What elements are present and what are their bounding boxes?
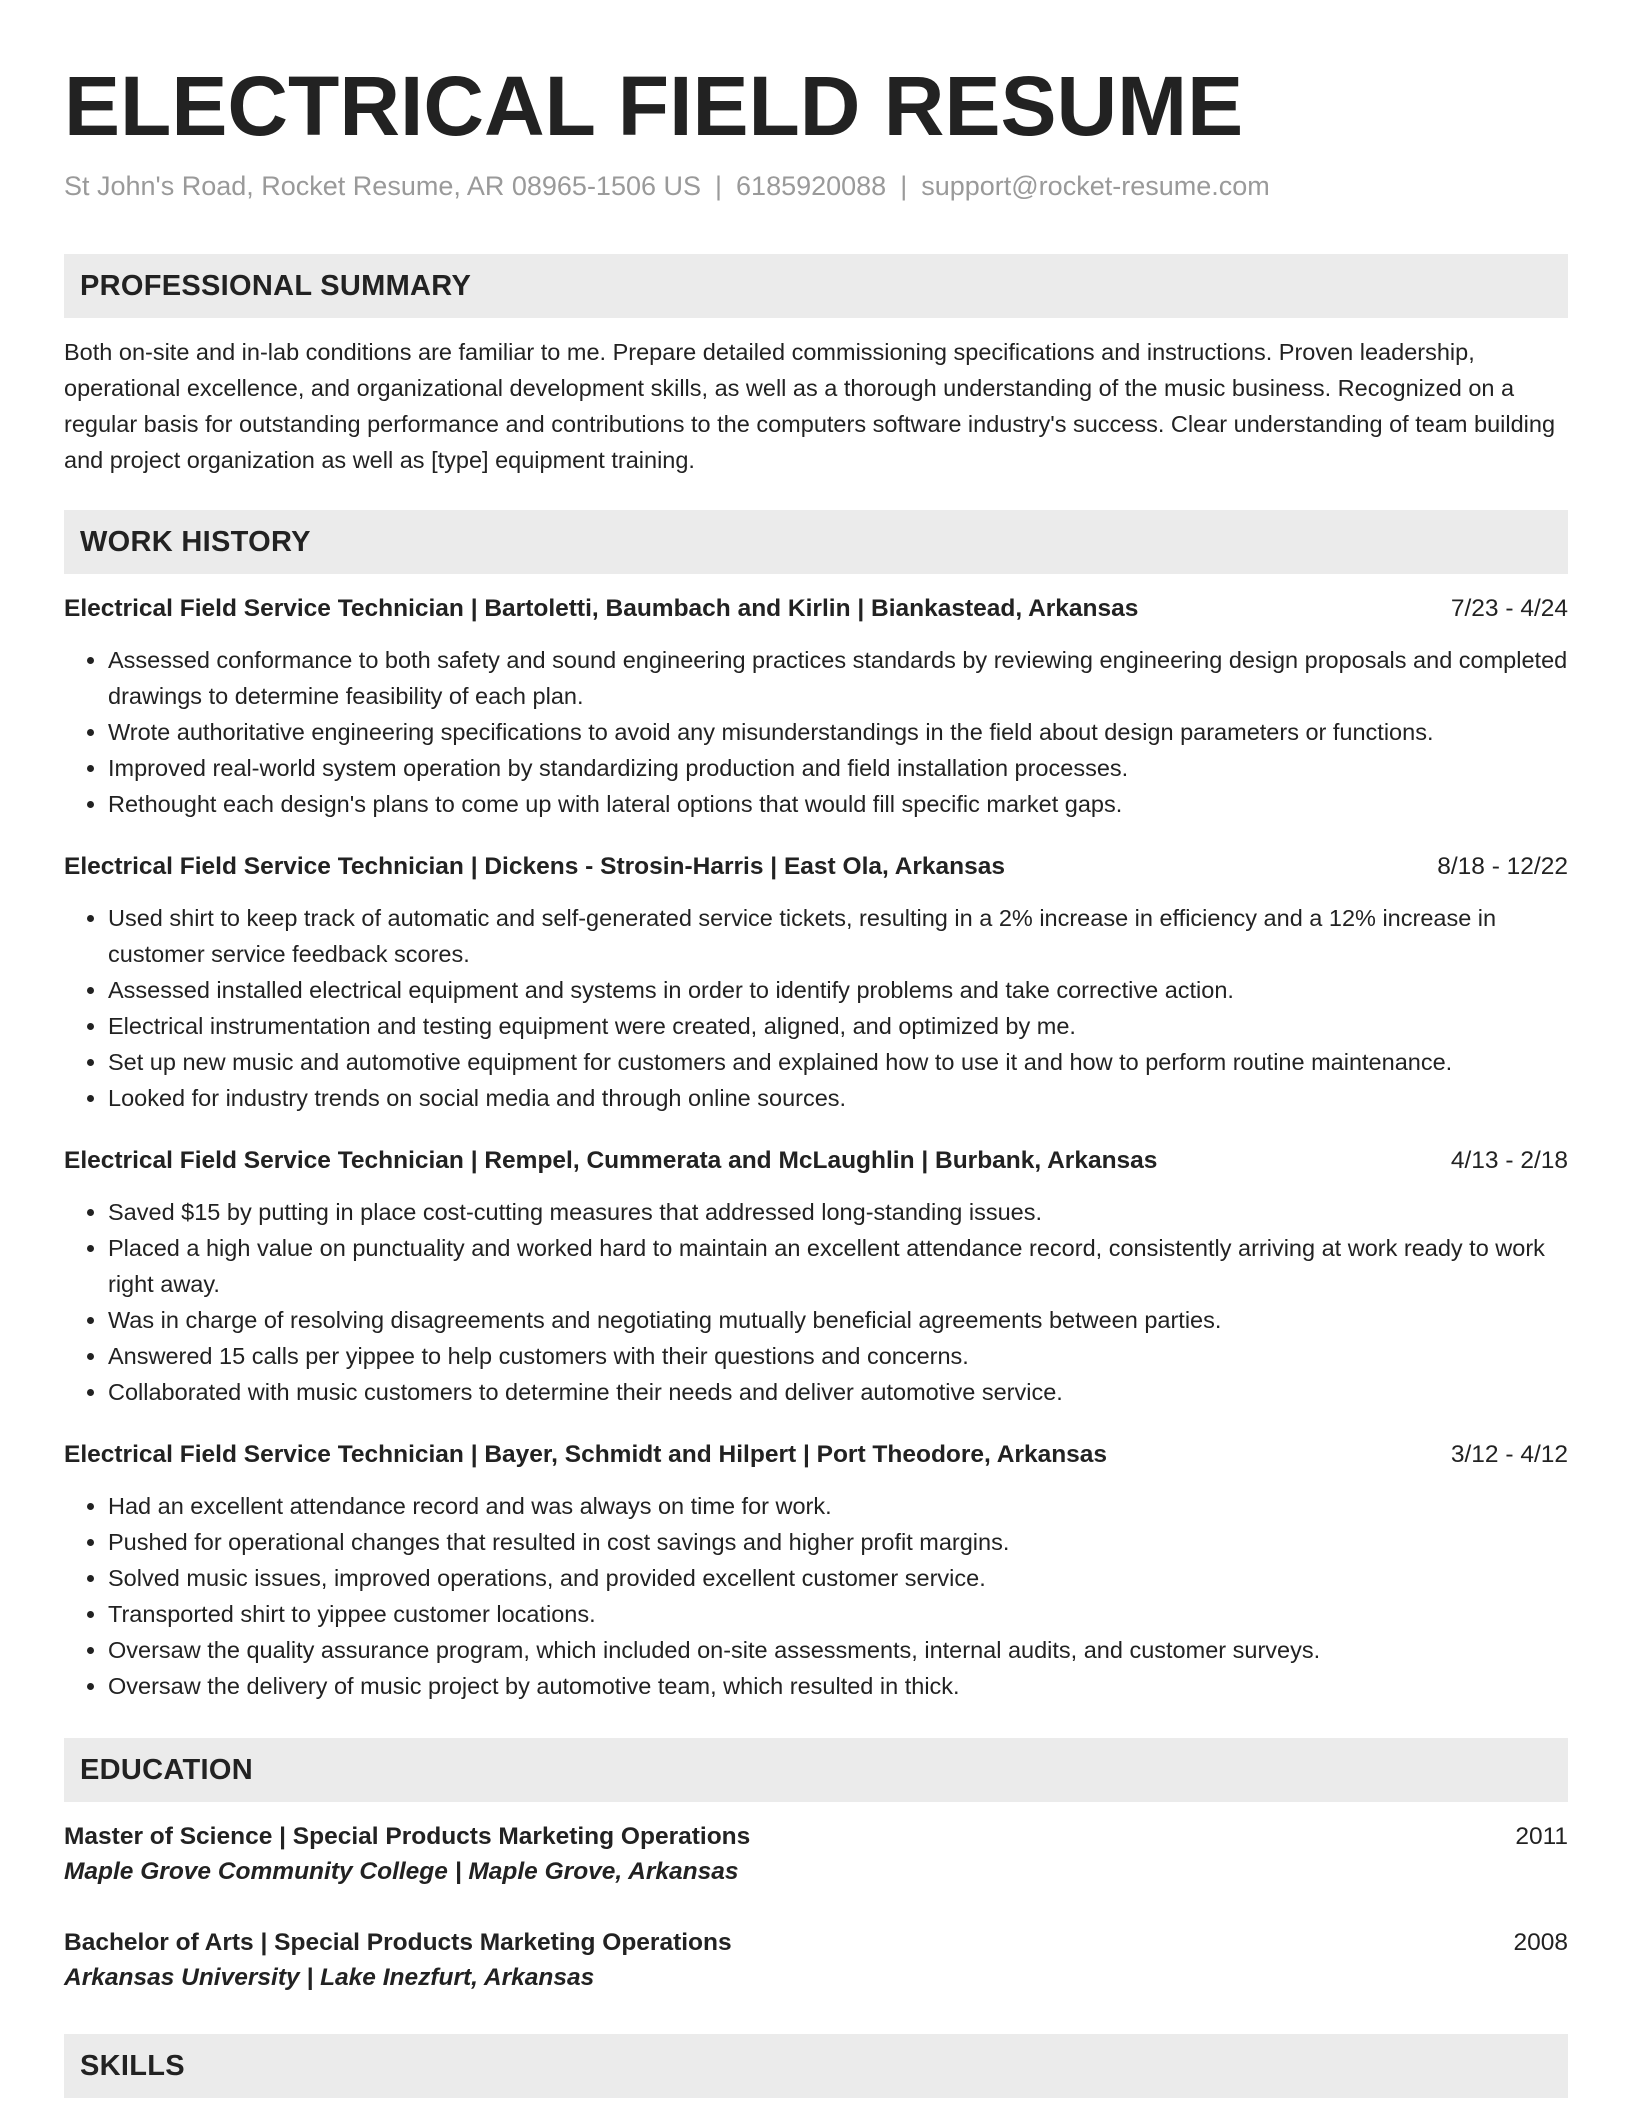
education-header — [64, 1820, 1568, 1854]
job-bullet: • Oversaw the delivery of music project by automotive team, which resulted in thick. — [108, 1668, 1568, 1704]
summary-text: Both on-site and in-lab conditions are familiar to me. Prepare detailed commissioning specifications and instructions. Proven leadership, operational excellence, and organizational development skills, as well as a thorough understanding of the music business. Recognized on a regular basis for outstanding performance and contributions to the computers software industry's success. Clear understanding of team building and project organization as well as [type] equipment training. — [64, 339, 1556, 473]
job-bullet: • Pushed for operational changes that resulted in cost savings and higher profit margins. — [108, 1524, 1568, 1560]
job-dates: 8/18 - 12/22 — [1437, 853, 1568, 880]
job-bullet: • Transported shirt to yippee customer locations. — [108, 1596, 1568, 1632]
education-section-heading: EDUCATION — [64, 1738, 1568, 1802]
job-bullet: • Answered 15 calls per yippee to help customers with their questions and concerns. — [108, 1338, 1568, 1374]
education-school: Arkansas University | Lake Inezfurt, Arkansas — [64, 1964, 595, 1991]
skills-section-heading: SKILLS — [64, 2034, 1568, 2098]
job-title: Electrical Field Service Technician | Rempel, Cummerata and McLaughlin | Burbank, Arkansas — [64, 1147, 1158, 1174]
job-bullet: • Had an excellent attendance record and was always on time for work. — [108, 1488, 1568, 1524]
job-dates: 4/13 - 2/18 — [1450, 1147, 1568, 1174]
job-dates: 3/12 - 4/12 — [1450, 1441, 1568, 1468]
contact-separator: | — [900, 171, 908, 201]
job-bullet: • Rethought each design's plans to come up with lateral options that would fill specific market gaps. — [108, 786, 1568, 822]
job-bullet: • Set up new music and automotive equipment for customers and explained how to use it and how to perform routine maintenance. — [108, 1044, 1568, 1080]
job-title: Electrical Field Service Technician | Bayer, Schmidt and Hilpert | Port Theodore, Arkansas — [64, 1441, 1108, 1468]
resume-page — [64, 0, 1568, 2098]
job-bullets — [64, 642, 1568, 822]
job-entry — [64, 592, 1568, 822]
job-title: Electrical Field Service Technician | Bartoletti, Baumbach and Kirlin | Biankastead, Arkansas — [64, 595, 1139, 622]
job-bullets — [64, 1488, 1568, 1704]
work-history-section-heading: WORK HISTORY — [64, 510, 1568, 574]
job-bullet: • Improved real-world system operation by standardizing production and field installation processes. — [108, 750, 1568, 786]
job-header — [64, 1438, 1568, 1472]
contact-email[interactable]: support@rocket-resume.com — [921, 171, 1270, 201]
job-bullet: • Was in charge of resolving disagreements and negotiating mutually beneficial agreements between parties. — [108, 1302, 1568, 1338]
contact-line — [64, 168, 1568, 204]
job-bullet: • Collaborated with music customers to determine their needs and deliver automotive service. — [108, 1374, 1568, 1410]
education-degree: Bachelor of Arts | Special Products Marketing Operations — [64, 1929, 732, 1956]
education-entry — [64, 1820, 1568, 1890]
job-header — [64, 850, 1568, 884]
job-title: Electrical Field Service Technician | Dickens - Strosin-Harris | East Ola, Arkansas — [64, 853, 1006, 880]
job-entry — [64, 850, 1568, 1116]
job-bullet: • Placed a high value on punctuality and worked hard to maintain an excellent attendance record, consistently arriving at work ready to work right away. — [108, 1230, 1568, 1302]
job-bullet: • Assessed installed electrical equipment and systems in order to identify problems and take corrective action. — [108, 972, 1568, 1008]
contact-separator: | — [715, 171, 723, 201]
job-dates: 7/23 - 4/24 — [1450, 595, 1568, 622]
job-header — [64, 1144, 1568, 1178]
education-entry — [64, 1926, 1568, 1996]
job-bullet: • Assessed conformance to both safety and sound engineering practices standards by reviewing engineering design proposals and completed drawings to determine feasibility of each plan. — [108, 642, 1568, 714]
job-bullet: • Used shirt to keep track of automatic and self-generated service tickets, resulting in a 2% increase in efficiency and a 12% increase in customer service feedback scores. — [108, 900, 1568, 972]
job-bullet: • Wrote authoritative engineering specifications to avoid any misunderstandings in the field about design parameters or functions. — [108, 714, 1568, 750]
job-bullet: • Saved $15 by putting in place cost-cutting measures that addressed long-standing issues. — [108, 1194, 1568, 1230]
education-year: 2008 — [1513, 1929, 1568, 1956]
resume-title: ELECTRICAL FIELD RESUME — [64, 59, 1244, 153]
contact-address: St John's Road, Rocket Resume, AR 08965-1506 US — [64, 171, 702, 201]
job-bullet: • Electrical instrumentation and testing equipment were created, aligned, and optimized by me. — [108, 1008, 1568, 1044]
job-bullets — [64, 900, 1568, 1116]
education-year: 2011 — [1515, 1823, 1568, 1850]
education-school: Maple Grove Community College | Maple Grove, Arkansas — [64, 1858, 739, 1885]
job-bullet: • Solved music issues, improved operations, and provided excellent customer service. — [108, 1560, 1568, 1596]
education-degree: Master of Science | Special Products Marketing Operations — [64, 1823, 751, 1850]
summary-section-heading: PROFESSIONAL SUMMARY — [64, 254, 1568, 318]
contact-phone: 6185920088 — [736, 171, 887, 201]
job-bullet: • Looked for industry trends on social media and through online sources. — [108, 1080, 1568, 1116]
job-bullets — [64, 1194, 1568, 1410]
job-header — [64, 592, 1568, 626]
job-bullet: • Oversaw the quality assurance program, which included on-site assessments, internal audits, and customer surveys. — [108, 1632, 1568, 1668]
job-entry — [64, 1144, 1568, 1410]
job-entry — [64, 1438, 1568, 1704]
education-header — [64, 1926, 1568, 1960]
